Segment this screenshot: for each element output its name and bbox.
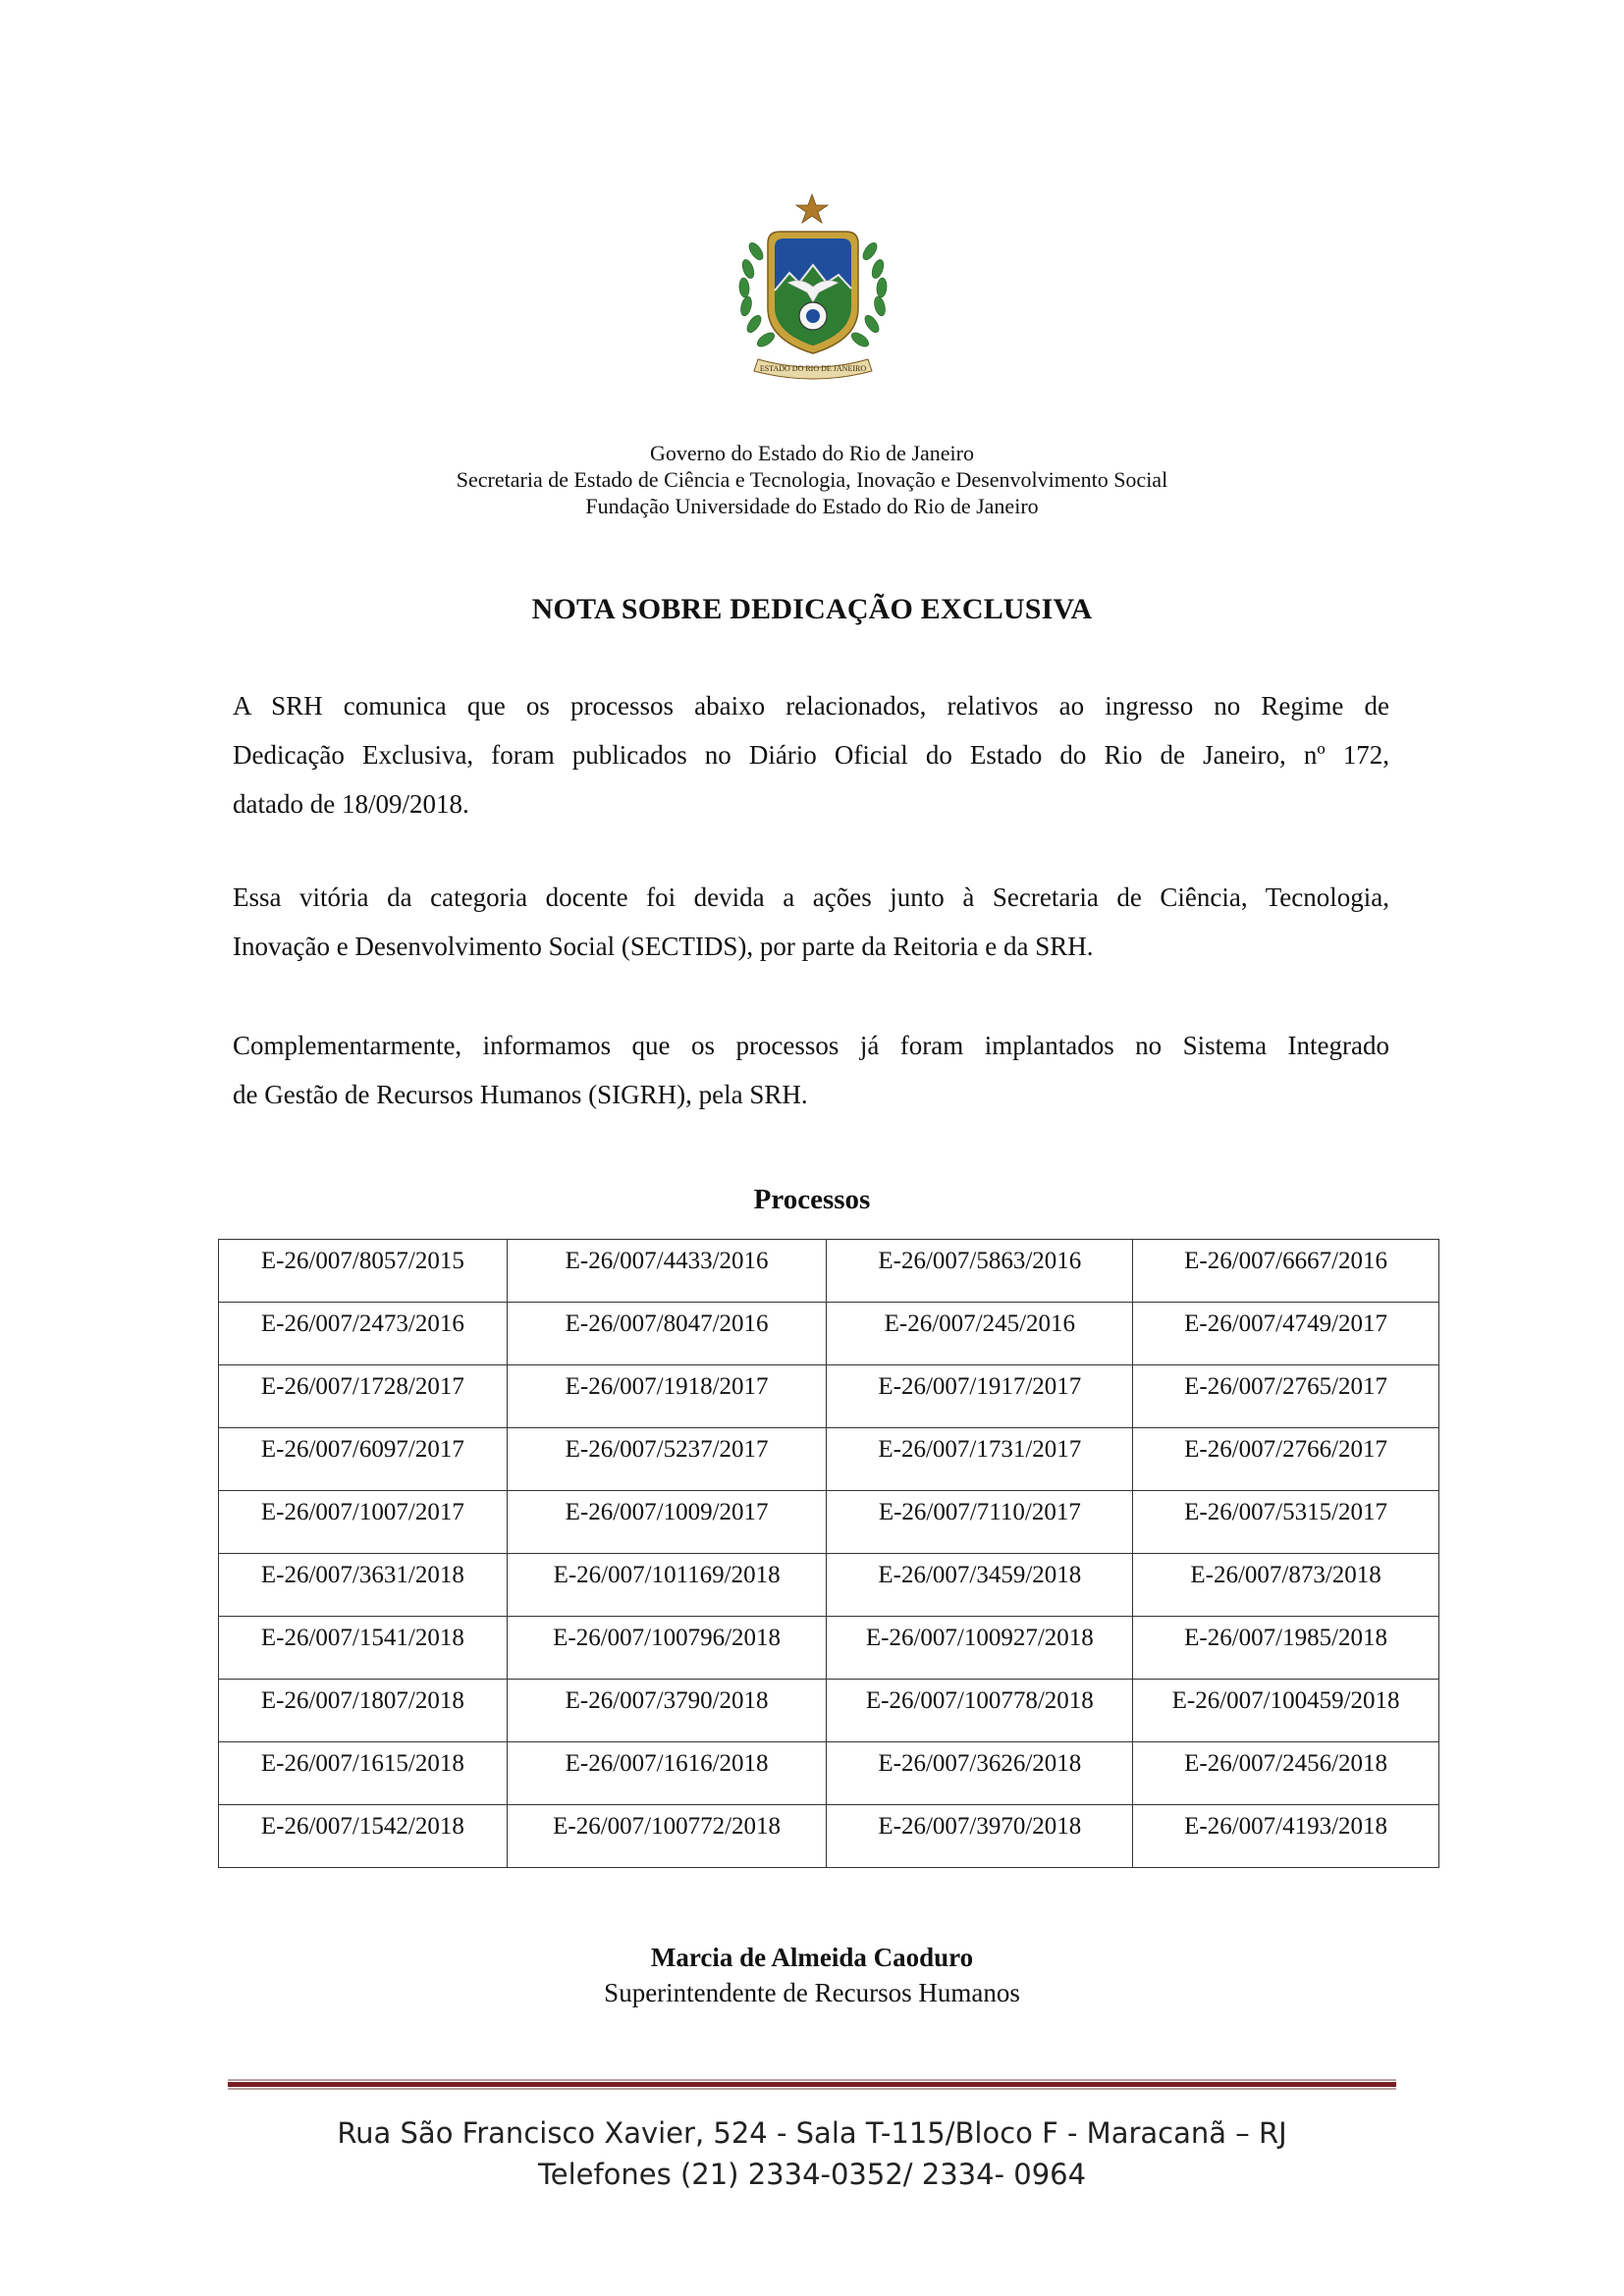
footer-contact [0,2112,1624,2195]
table-cell: E-26/007/1728/2017 [219,1365,508,1428]
table-cell: E-26/007/1615/2018 [219,1742,508,1805]
issuer-header [0,440,1624,519]
table-cell: E-26/007/1731/2017 [827,1428,1133,1491]
table-cell: E-26/007/100459/2018 [1133,1680,1439,1742]
table-cell: E-26/007/4433/2016 [507,1240,827,1303]
table-cell: E-26/007/6097/2017 [219,1428,508,1491]
table-cell: E-26/007/1985/2018 [1133,1617,1439,1680]
table-cell: E-26/007/4193/2018 [1133,1805,1439,1868]
header-government-line: Governo do Estado do Rio de Janeiro [650,441,974,465]
table-cell: E-26/007/1541/2018 [219,1617,508,1680]
paragraph-announcement [233,681,1389,828]
table-cell: E-26/007/100927/2018 [827,1617,1133,1680]
footer-divider [228,2079,1396,2091]
table-cell: E-26/007/4749/2017 [1133,1303,1439,1365]
paragraph-victory [233,873,1389,971]
table-cell: E-26/007/873/2018 [1133,1554,1439,1617]
table-cell: E-26/007/1616/2018 [507,1742,827,1805]
processes-table-caption: Processos [753,1184,871,1215]
table-cell: E-26/007/5863/2016 [827,1240,1133,1303]
table-row [219,1240,1439,1303]
table-cell: E-26/007/6667/2016 [1133,1240,1439,1303]
paragraph-line: A SRH comunica que os processos abaixo relacionados, relativos ao ingresso no Regime de [233,691,1389,721]
table-cell: E-26/007/2765/2017 [1133,1365,1439,1428]
table-row [219,1491,1439,1554]
paragraph-line: Inovação e Desenvolvimento Social (SECTIDS), por parte da Reitoria e da SRH. [233,932,1094,961]
footer-phones: Telefones (21) 2334-0352/ 2334- 0964 [537,2158,1087,2191]
table-cell: E-26/007/3970/2018 [827,1805,1133,1868]
table-cell: E-26/007/100772/2018 [507,1805,827,1868]
table-row [219,1554,1439,1617]
table-cell: E-26/007/7110/2017 [827,1491,1133,1554]
paragraph-line: de Gestão de Recursos Humanos (SIGRH), pela SRH. [233,1080,808,1109]
table-row [219,1680,1439,1742]
document-title: NOTA SOBRE DEDICAÇÃO EXCLUSIVA [531,593,1093,625]
table-row [219,1303,1439,1365]
table-row [219,1617,1439,1680]
state-coat-of-arms-emblem [729,192,895,381]
table-cell: E-26/007/2473/2016 [219,1303,508,1365]
table-cell: E-26/007/2766/2017 [1133,1428,1439,1491]
table-cell: E-26/007/1009/2017 [507,1491,827,1554]
table-cell: E-26/007/1807/2018 [219,1680,508,1742]
paragraph-complement [233,1021,1389,1119]
table-row [219,1428,1439,1491]
table-cell: E-26/007/245/2016 [827,1303,1133,1365]
paragraph-line: Complementarmente, informamos que os processos já foram implantados no Sistema Integrado [233,1031,1389,1060]
signatory-role: Superintendente de Recursos Humanos [604,1978,1020,2007]
table-cell: E-26/007/3790/2018 [507,1680,827,1742]
table-row [219,1365,1439,1428]
table-cell: E-26/007/101169/2018 [507,1554,827,1617]
table-cell: E-26/007/8057/2015 [219,1240,508,1303]
table-cell: E-26/007/3631/2018 [219,1554,508,1617]
table-cell: E-26/007/1917/2017 [827,1365,1133,1428]
table-cell: E-26/007/1007/2017 [219,1491,508,1554]
footer-address: Rua São Francisco Xavier, 524 - Sala T-115/Bloco F - Maracanã – RJ [337,2116,1287,2150]
table-row [219,1742,1439,1805]
table-cell: E-26/007/1918/2017 [507,1365,827,1428]
paragraph-line: Essa vitória da categoria docente foi devida a ações junto à Secretaria de Ciência, Tecnologia, [233,882,1389,912]
table-cell: E-26/007/2456/2018 [1133,1742,1439,1805]
signature-block [0,1940,1624,2010]
table-row [219,1805,1439,1868]
table-cell: E-26/007/1542/2018 [219,1805,508,1868]
signatory-name: Marcia de Almeida Caoduro [650,1943,974,1972]
table-cell: E-26/007/5315/2017 [1133,1491,1439,1554]
header-secretariat-line: Secretaria de Estado de Ciência e Tecnologia, Inovação e Desenvolvimento Social [456,467,1168,492]
paragraph-line: datado de 18/09/2018. [233,789,469,819]
table-cell: E-26/007/100796/2018 [507,1617,827,1680]
table-cell: E-26/007/3459/2018 [827,1554,1133,1617]
table-cell: E-26/007/100778/2018 [827,1680,1133,1742]
table-cell: E-26/007/5237/2017 [507,1428,827,1491]
table-cell: E-26/007/3626/2018 [827,1742,1133,1805]
paragraph-line: Dedicação Exclusiva, foram publicados no Diário Oficial do Estado do Rio de Janeiro, nº 172, [233,740,1389,770]
svg-text:ESTADO DO RIO DE JANEIRO: ESTADO DO RIO DE JANEIRO [759,364,867,373]
table-cell: E-26/007/8047/2016 [507,1303,827,1365]
header-foundation-line: Fundação Universidade do Estado do Rio de Janeiro [585,494,1039,518]
processes-table [218,1239,1439,1868]
